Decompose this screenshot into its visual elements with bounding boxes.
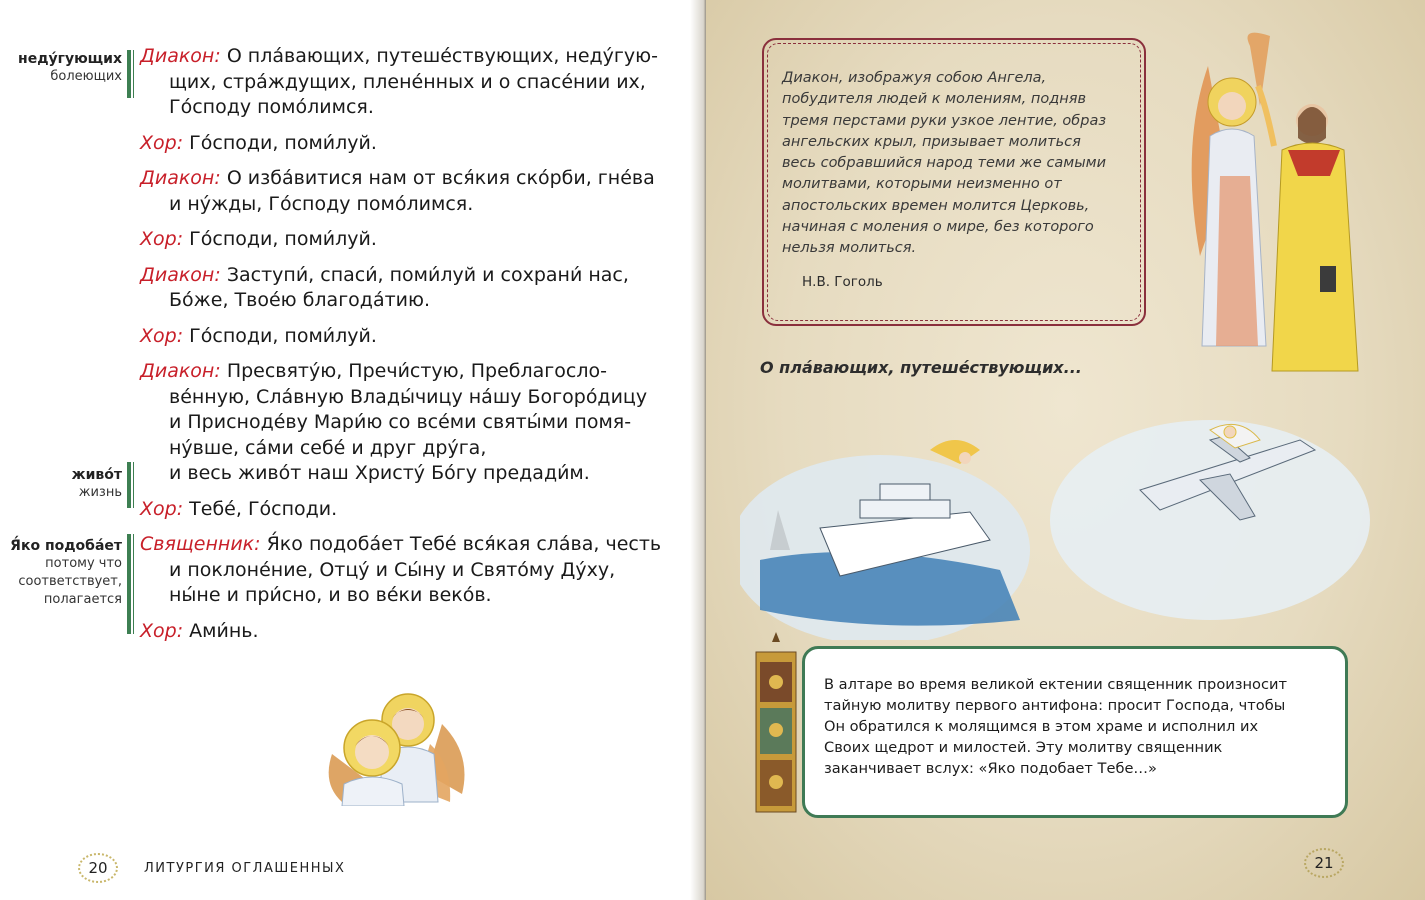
gloss-definition: болеющих (50, 69, 122, 84)
gloss-zhivot (4, 466, 122, 502)
gloss-term: недýгующих (18, 51, 122, 67)
two-angels-illustration (322, 684, 472, 806)
gloss-bar (127, 50, 131, 98)
litany-line: Хор: Ами́нь. (140, 619, 259, 642)
gloss-definition-line: полагается (43, 592, 122, 607)
litany-line: Хор: Тебé, Гóсподи. (140, 497, 338, 520)
quote-author: Н.В. Гоголь (802, 274, 883, 290)
gloss-bar (127, 462, 131, 508)
info-line: В алтаре во время великой ектении священник произносит (824, 676, 1287, 693)
info-line: Он обратился к молящимся в этом храме и исполнил их (824, 718, 1259, 735)
litany-line: Хор: Гóсподи, поми́луй. (140, 131, 377, 154)
litany-line: Диакон: О плáвающих, путешéствующих, недýгую- (140, 45, 659, 67)
litany-line: щих, стрáждущих, пленéнных и о спасéнии их, (169, 70, 646, 93)
quote-line: молитвами, которыми неизменно от (782, 176, 1062, 193)
quote-line: Диакон, изображуя собою Ангела, (782, 70, 1047, 86)
ship-and-airplane-illustration (740, 400, 1380, 640)
speaker-label: Хор: (140, 131, 184, 154)
litany-line: Диакон: Пресвятýю, Пречи́стую, Преблагосло- (140, 360, 607, 382)
gogol-quote (782, 68, 1142, 260)
speaker-label: Диакон: (140, 167, 221, 189)
litany-line: Хор: Гóсподи, поми́луй. (140, 324, 377, 347)
quote-line: нельзя молиться. (782, 240, 917, 257)
litany-line: Гóсподу помóлимся. (169, 96, 374, 118)
speaker-label: Хор: (140, 619, 184, 642)
litany-text (140, 44, 680, 644)
gloss-definition-line: потому что (45, 556, 122, 571)
litany-line: Бóже, Твоéю благодáтию. (169, 289, 431, 311)
iconostasis-illustration (752, 632, 800, 818)
info-line: тайную молитву первого антифона: просит Господа, чтобы (824, 697, 1286, 714)
gloss-nedugujushchih (4, 50, 122, 86)
info-text (824, 674, 1334, 779)
gloss-term: живóт (71, 467, 122, 483)
speaker-label: Хор: (140, 228, 184, 250)
quote-line: ангельских крыл, призывает молиться (782, 133, 1081, 150)
litany-line: Диакон: О избáвитися нам от вся́кия скóрби, гнéва (140, 167, 655, 189)
litany-line: Диакон: Заступи́, спаси́, поми́луй и сохрани́ нас, (140, 263, 629, 286)
angel-and-deacon-illustration (1180, 26, 1370, 381)
gloss-term: Я́ко подобáет (10, 538, 122, 554)
info-line: заканчивает вслух: «Яко подобает Тебе…» (824, 760, 1157, 777)
quote-line: тремя перстами руки узкое лентие, образ (782, 112, 1107, 129)
speaker-label: Хор: (140, 497, 184, 520)
speaker-label: Диакон: (140, 45, 221, 67)
section-subheading: О плáвающих, путешéствующих... (760, 358, 1082, 377)
page-number-right: 21 (1304, 848, 1344, 878)
left-page (0, 0, 706, 900)
gloss-definition-line: соответствует, (18, 574, 122, 589)
litany-line: нýвше, сáми себé и друг дрýга, (169, 436, 487, 459)
litany-line: и поклонéние, Отцý и Сы́ну и Святóму Дýху, (169, 558, 616, 581)
quote-line: весь собравшийся народ теми же самыми (782, 155, 1107, 172)
quote-line: апостольских времен молится Церковь, (782, 197, 1090, 214)
litany-line: и Приснодéву Мари́ю со всéми святы́ми помя- (169, 411, 632, 433)
gloss-bar (127, 534, 131, 634)
quote-line: начиная с моления о мире, без которого (782, 219, 1094, 236)
speaker-label: Диакон: (140, 360, 221, 382)
speaker-label: Диакон: (140, 263, 221, 286)
quote-line: побудителя людей к молениям, подняв (782, 91, 1087, 108)
litany-line: вéнную, Слáвную Влады́чицу нáшу Богорóдицу (169, 385, 648, 408)
speaker-label: Хор: (140, 324, 184, 347)
gloss-jako-podobaet (4, 537, 122, 609)
litany-line: Хор: Гóсподи, поми́луй. (140, 228, 377, 250)
litany-line: Священник: Я́ко подобáет Тебé вся́кая слáва, честь (140, 533, 662, 555)
gloss-definition: жизнь (78, 485, 122, 500)
litany-line: и весь живóт наш Христý Бóгу предади́м. (169, 462, 590, 484)
litany-line: ны́не и при́сно, и во вéки векóв. (169, 584, 492, 606)
litany-line: и нýжды, Гóсподу помóлимся. (169, 192, 474, 215)
speaker-label: Священник: (140, 533, 261, 555)
info-line: Своих щедрот и милостей. Эту молитву священник (824, 739, 1223, 756)
running-footer-title: ЛИТУРГИЯ ОГЛАШЕННЫХ (144, 861, 346, 876)
page-number-left: 20 (78, 853, 118, 883)
